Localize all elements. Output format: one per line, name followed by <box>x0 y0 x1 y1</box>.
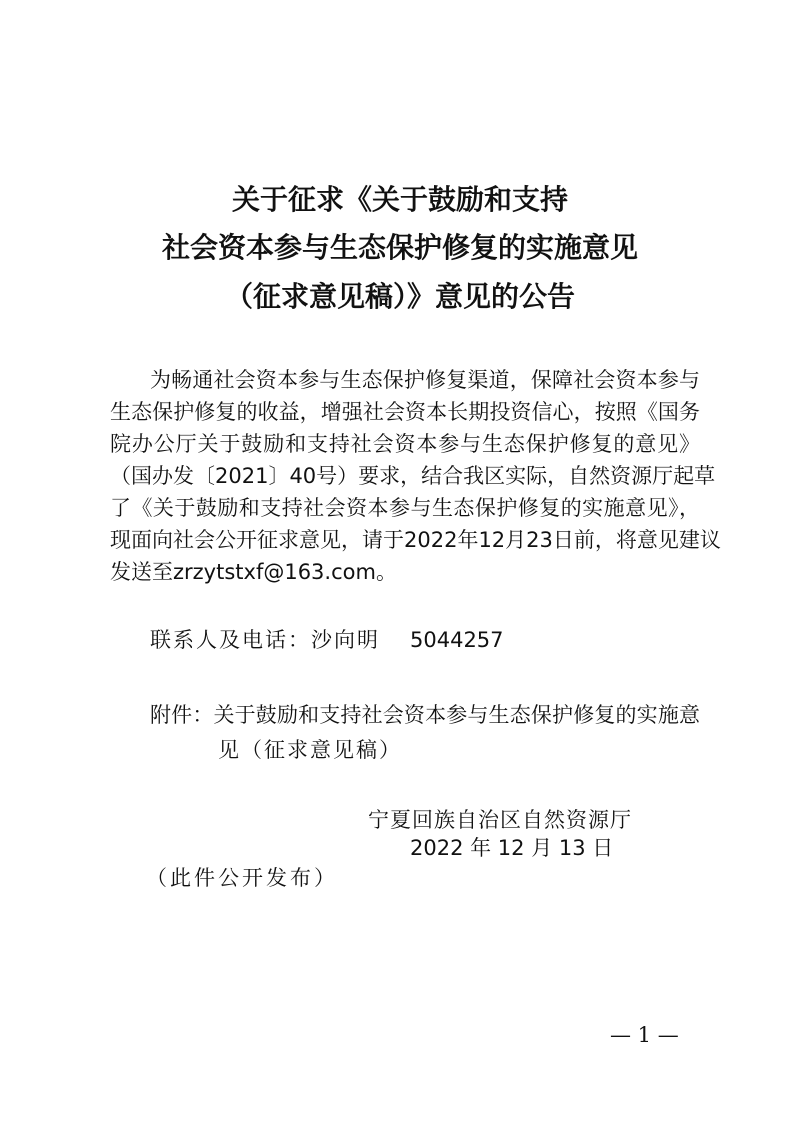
body-line: 了《关于鼓励和支持社会资本参与生态保护修复的实施意见》， <box>110 496 700 520</box>
body-line: （国办发〔2021〕40号）要求，结合我区实际，自然资源厅起草 <box>110 464 716 488</box>
title-line-1: 关于征求《关于鼓励和支持 <box>231 183 568 216</box>
attachment-line-2: 见（征求意见稿） <box>218 738 402 762</box>
signature-date: 2022 年 12 月 13 日 <box>410 836 614 860</box>
title-line-2: 社会资本参与生态保护修复的实施意见 <box>161 231 638 264</box>
body-line: 生态保护修复的收益，增强社会资本长期投资信心，按照《国务 <box>110 400 700 424</box>
body-line: 现面向社会公开征求意见，请于2022年12月23日前，将意见建议 <box>110 528 721 552</box>
page-number: — 1 — <box>610 1023 679 1047</box>
signature-org: 宁夏回族自治区自然资源厅 <box>368 808 632 832</box>
contact-phone: 5044257 <box>410 628 504 652</box>
contact-label: 联系人及电话：沙向明 <box>150 628 380 652</box>
body-line: 为畅通社会资本参与生态保护修复渠道，保障社会资本参与 <box>150 368 700 392</box>
attachment-line-1: 附件：关于鼓励和支持社会资本参与生态保护修复的实施意 <box>150 703 700 727</box>
body-line: 发送至zrzytstxf@163.com。 <box>110 560 397 584</box>
body-line: 院办公厅关于鼓励和支持社会资本参与生态保护修复的意见》 <box>110 432 700 456</box>
publish-note: （此件公开发布） <box>146 866 338 890</box>
title-line-3: （征求意见稿）》意见的公告 <box>224 280 575 313</box>
